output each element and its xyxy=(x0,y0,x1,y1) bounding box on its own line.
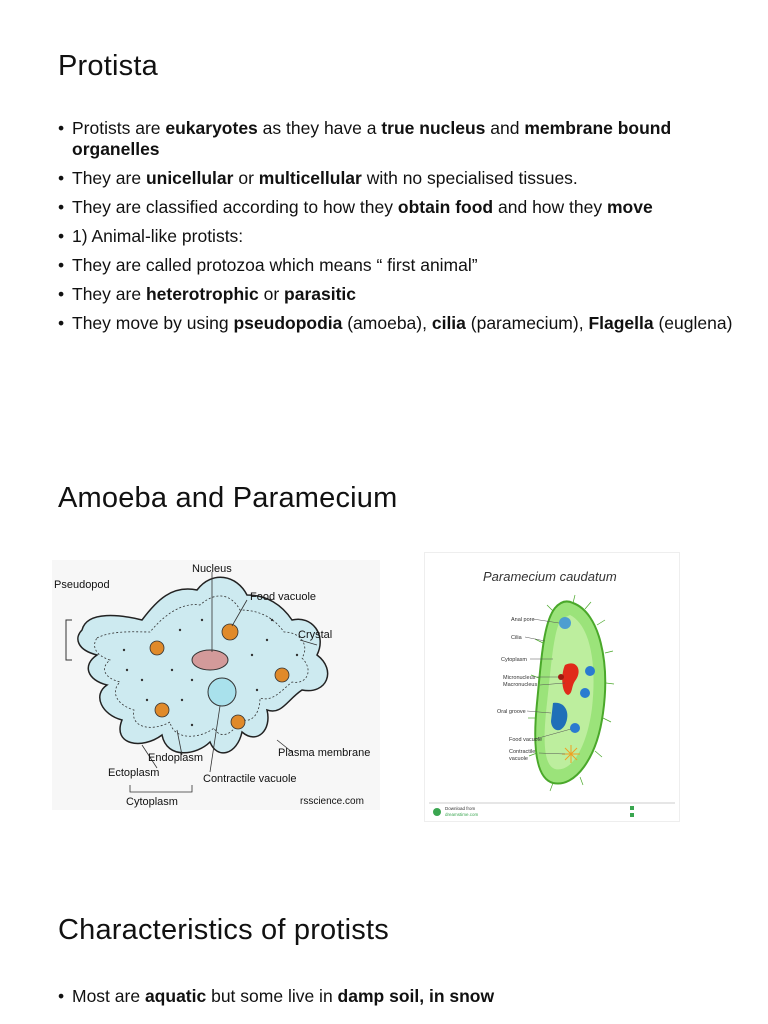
amoeba-contractile-vacuole xyxy=(208,678,236,706)
food-vacuole-mark xyxy=(155,703,169,717)
anal-pore-vacuole xyxy=(559,617,571,629)
label-anal-pore: Anal pore xyxy=(511,617,535,623)
label-cilia: Cilia xyxy=(511,635,522,641)
amoeba-nucleus xyxy=(192,650,228,670)
paramecium-title: Paramecium caudatum xyxy=(483,569,617,584)
footer-badge-icon xyxy=(630,813,634,817)
label-pseudopod: Pseudopod xyxy=(54,579,110,591)
image-credit: rsscience.com xyxy=(300,796,364,807)
dreamstime-logo-icon xyxy=(433,808,441,816)
amoeba-illustration xyxy=(52,560,380,810)
micronucleus xyxy=(558,674,564,680)
label-macronucleus: Macronucleus xyxy=(503,682,538,688)
bullet-item: • They are classified according to how they obtain food and how they move xyxy=(58,197,738,218)
label-micronucleus: Micronucleus xyxy=(503,675,536,681)
food-vacuole-mark xyxy=(222,624,238,640)
footer-site: dreamstime.com xyxy=(445,812,479,817)
label-contractile: Contractile xyxy=(509,749,536,755)
food-vacuole-blue xyxy=(580,688,590,698)
label-cytoplasm: Cytoplasm xyxy=(126,796,178,808)
paramecium-diagram xyxy=(424,552,680,822)
bullet-item: • They are called protozoa which means “ first animal” xyxy=(58,255,738,276)
footer-badge-icon xyxy=(630,806,634,810)
bullet-item: • They are unicellular or multicellular with no specialised tissues. xyxy=(58,168,738,189)
bullet-item: • Most are aquatic but some live in damp soil, in snow xyxy=(58,986,738,1007)
label-food-vacuole: Food vacuole xyxy=(509,737,543,743)
label-oral-groove: Oral groove xyxy=(497,709,526,715)
label-plasma-membrane: Plasma membrane xyxy=(278,747,371,759)
bullet-item: • They are heterotrophic or parasitic xyxy=(58,284,738,305)
label-cytoplasm: Cytoplasm xyxy=(501,657,527,663)
section-title-characteristics: Characteristics of protists xyxy=(58,914,389,946)
label-nucleus: Nucleus xyxy=(192,563,232,575)
bullet-item: • Protists are eukaryotes as they have a true nucleus and membrane bound organelles xyxy=(58,118,738,160)
label-vacuole: vacuole xyxy=(509,756,528,762)
label-contractile-vacuole: Contractile vacuole xyxy=(203,773,297,785)
food-vacuole-mark xyxy=(275,668,289,682)
label-endoplasm: Endoplasm xyxy=(148,752,204,764)
food-vacuole-blue xyxy=(570,723,580,733)
amoeba-diagram xyxy=(52,560,380,810)
label-food-vacuole: Food vacuole xyxy=(250,591,317,603)
food-vacuole-blue xyxy=(585,666,595,676)
pseudopod-bracket xyxy=(66,620,72,660)
section-title-protista: Protista xyxy=(58,50,158,82)
food-vacuole-mark xyxy=(150,641,164,655)
bullet-item: • They move by using pseudopodia (amoeba), cilia (paramecium), Flagella (euglena) xyxy=(58,313,738,334)
label-ectoplasm: Ectoplasm xyxy=(108,767,160,779)
bullet-item: • 1) Animal-like protists: xyxy=(58,226,738,247)
characteristics-bullet-list xyxy=(58,986,738,1015)
protista-bullet-list xyxy=(58,118,738,342)
paramecium-illustration xyxy=(425,553,679,821)
food-vacuole-mark xyxy=(231,715,245,729)
footer-download: Download from xyxy=(445,806,476,811)
label-crystal: Crystal xyxy=(298,629,333,641)
section-title-amoeba-paramecium: Amoeba and Paramecium xyxy=(58,482,398,514)
